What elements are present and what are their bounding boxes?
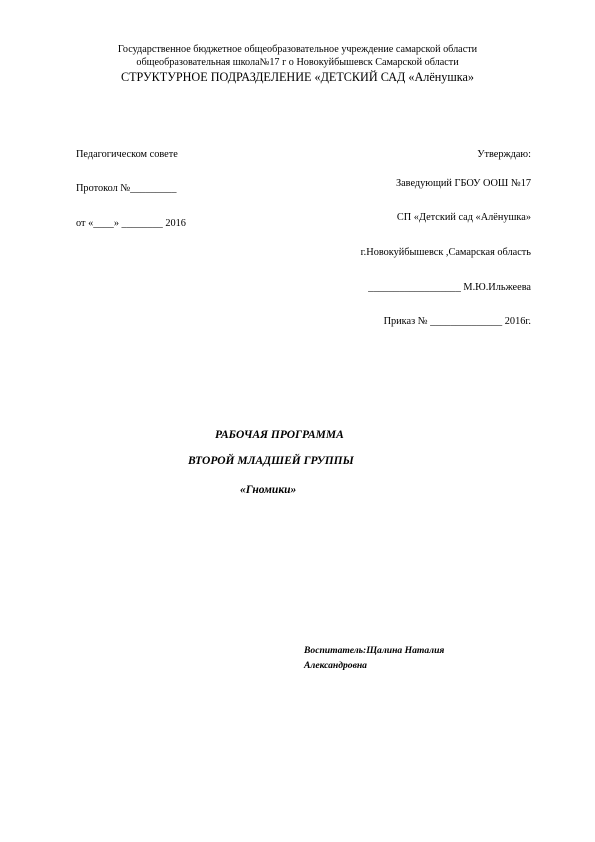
head-position: Заведующий ГБОУ ООШ №17 bbox=[395, 178, 531, 189]
council-label: Педагогическом совете bbox=[76, 149, 178, 160]
group-title: ВТОРОЙ МЛАДШЕЙ ГРУППЫ bbox=[188, 455, 354, 467]
header-institution-line: Государственное бюджетное общеобразовательное учреждение самарской области bbox=[117, 44, 478, 55]
group-name: «Гномики» bbox=[240, 484, 297, 496]
approve-label: Утверждаю: bbox=[477, 149, 531, 160]
educator-label: Воспитатель:Щалина Наталия bbox=[304, 645, 445, 656]
protocol-label: Протокол №_________ bbox=[76, 183, 177, 194]
order-line: Приказ № ______________ 2016г. bbox=[383, 316, 531, 327]
signature-line: __________________ М.Ю.Ильжеева bbox=[368, 282, 531, 293]
header-kindergarten-line: СТРУКТУРНОЕ ПОДРАЗДЕЛЕНИЕ «ДЕТСКИЙ САД «Алёнушка» bbox=[120, 70, 475, 84]
header-school-line: общеобразовательная школа№17 г о Новокуйбышевск Самарской области bbox=[136, 57, 459, 68]
program-title: РАБОЧАЯ ПРОГРАММА bbox=[215, 429, 344, 441]
educator-patronymic: Александровна bbox=[304, 660, 367, 671]
unit-name: СП «Детский сад «Алёнушка» bbox=[396, 212, 531, 223]
city-line: г.Новокуйбышевск ,Самарская область bbox=[360, 247, 531, 258]
protocol-date: от «____» ________ 2016 bbox=[76, 218, 186, 229]
